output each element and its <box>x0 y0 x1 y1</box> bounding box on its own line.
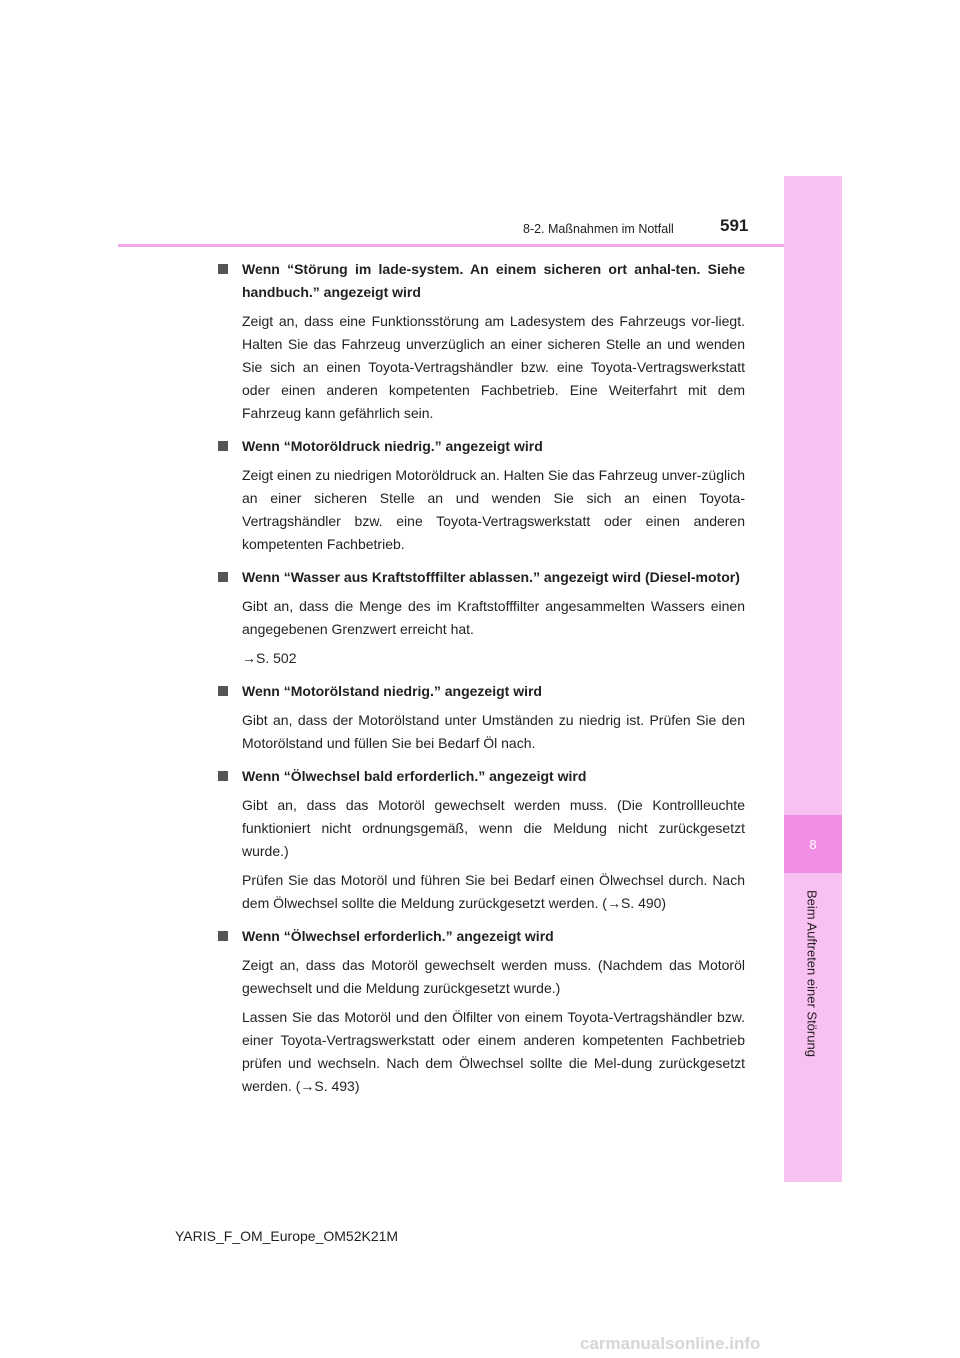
page-reference-link[interactable]: →S. 502 <box>242 650 297 666</box>
header-rule <box>118 244 784 247</box>
message-description: Gibt an, dass die Menge des im Kraftstofffilter angesammelten Wassers einen angegebenen Grenzwert erreicht hat. <box>242 598 745 637</box>
square-bullet-icon <box>218 264 228 274</box>
square-bullet-icon <box>218 686 228 696</box>
chapter-number: 8 <box>809 836 817 852</box>
message-title: Wenn “Wasser aus Kraftstofffilter ablassen.” angezeigt wird (Diesel-motor) <box>242 569 740 585</box>
message-item <box>218 765 745 915</box>
chapter-title-vertical: Beim Auftreten einer Störung <box>804 890 820 1057</box>
square-bullet-icon <box>218 441 228 451</box>
chapter-number-tab <box>784 815 842 873</box>
message-description: Zeigt an, dass eine Funktionsstörung am Ladesystem des Fahrzeugs vor-liegt. Halten Sie das Fahrzeug unverzüglich an einer sicheren Stelle an und wenden Sie sich an einen Toyota-Vertragshändler bzw. eine Toyota-Vertragswerkstatt oder einen anderen kompetenten Fachbetrieb. Eine Weiterfahrt mit dem Fahrzeug kann gefährlich sein. <box>242 313 745 421</box>
message-title: Wenn “Störung im lade-system. An einem sicheren ort anhal-ten. Siehe handbuch.” angezeigt wird <box>242 261 745 300</box>
page-number: 591 <box>720 216 749 235</box>
message-title: Wenn “Ölwechsel erforderlich.” angezeigt wird <box>242 928 554 944</box>
message-description: Lassen Sie das Motoröl und den Ölfilter von einem Toyota-Vertragshändler bzw. einer Toyota-Vertragswerkstatt oder einem anderen kompetenten Fachbetrieb prüfen und wechseln. Nach dem Ölwechsel sollte die Mel-dung zurückgesetzt werden. (→S. 493) <box>242 1009 745 1094</box>
message-title: Wenn “Motorölstand niedrig.” angezeigt wird <box>242 683 542 699</box>
message-description: Zeigt einen zu niedrigen Motoröldruck an. Halten Sie das Fahrzeug unver-züglich an einer sicheren Stelle an und wenden Sie sich an einen Toyota-Vertragshändler bzw. eine Toyota-Vertragswerkstatt oder einen anderen kompetenten Fachbetrieb. <box>242 467 745 552</box>
watermark: carmanualsonline.info <box>580 1334 761 1353</box>
message-description: Prüfen Sie das Motoröl und führen Sie bei Bedarf einen Ölwechsel durch. Nach dem Ölwechsel sollte die Meldung zurückgesetzt werden. (→S. 490) <box>242 872 745 911</box>
square-bullet-icon <box>218 931 228 941</box>
message-description: Gibt an, dass der Motorölstand unter Umständen zu niedrig ist. Prüfen Sie den Motorölstand und füllen Sie bei Bedarf Öl nach. <box>242 712 745 751</box>
message-item <box>218 435 745 556</box>
section-title: 8-2. Maßnahmen im Notfall <box>523 222 674 236</box>
document-code: YARIS_F_OM_Europe_OM52K21M <box>175 1228 399 1244</box>
page-content <box>218 258 745 1098</box>
message-description: Gibt an, dass das Motoröl gewechselt werden muss. (Die Kontrollleuchte funktioniert nicht ordnungsgemäß, wenn die Meldung nicht zurückgesetzt wurde.) <box>242 797 745 859</box>
message-title: Wenn “Motoröldruck niedrig.” angezeigt wird <box>242 438 543 454</box>
message-item <box>218 258 745 425</box>
message-item <box>218 925 745 1098</box>
message-item <box>218 680 745 755</box>
message-description: Zeigt an, dass das Motoröl gewechselt werden muss. (Nachdem das Motoröl gewechselt und die Meldung zurückgesetzt wurde.) <box>242 957 745 996</box>
message-title: Wenn “Ölwechsel bald erforderlich.” angezeigt wird <box>242 768 587 784</box>
square-bullet-icon <box>218 771 228 781</box>
square-bullet-icon <box>218 572 228 582</box>
message-item <box>218 566 745 670</box>
